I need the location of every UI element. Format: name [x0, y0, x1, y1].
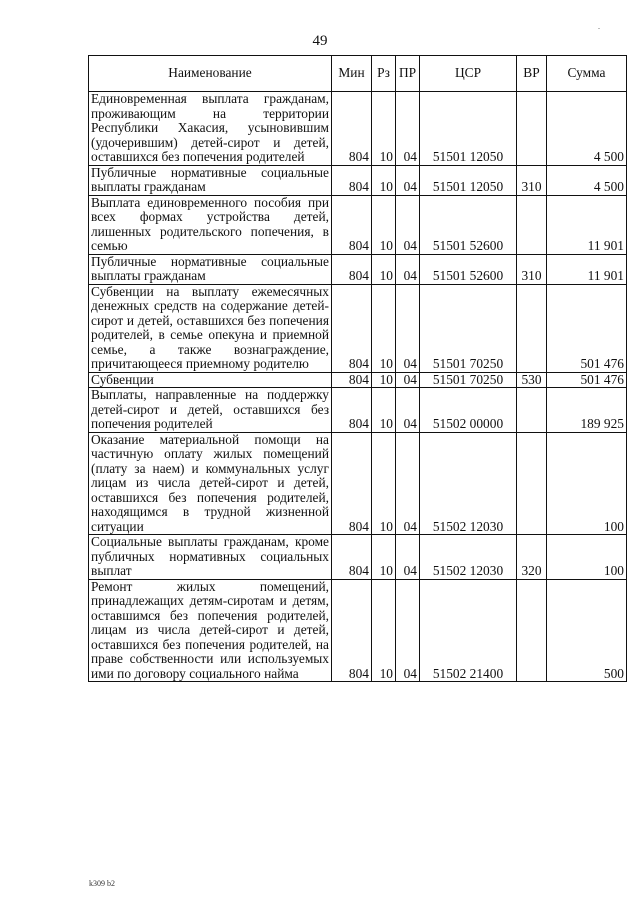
row-rz: 10 [372, 579, 396, 682]
row-csr: 51502 12030 [420, 535, 517, 580]
row-csr: 51501 12050 [420, 165, 517, 195]
header-csr: ЦСР [420, 56, 517, 92]
table-row [89, 284, 627, 372]
table-row [89, 535, 627, 580]
header-min: Мин [332, 56, 372, 92]
page-number: 49 [312, 33, 328, 49]
row-rz: 10 [372, 92, 396, 166]
row-pr: 04 [396, 372, 420, 388]
row-sum: 4 500 [547, 92, 627, 166]
row-vr [517, 195, 547, 254]
table-row [89, 388, 627, 433]
row-min: 804 [332, 195, 372, 254]
row-pr: 04 [396, 254, 420, 284]
row-pr: 04 [396, 92, 420, 166]
row-csr: 51501 12050 [420, 92, 517, 166]
header-pr: ПР [396, 56, 420, 92]
row-sum: 11 901 [547, 195, 627, 254]
row-name: Субвенции на выплату ежемесячных денежных средств на содержание детей-сирот и детей, оставшихся без попечения родителей, в семье опекуна и приемной семье, а также вознаграждение, причитающееся приемному родителю [89, 284, 332, 372]
row-name: Субвенции [89, 372, 332, 388]
row-rz: 10 [372, 372, 396, 388]
row-min: 804 [332, 284, 372, 372]
row-sum: 501 476 [547, 284, 627, 372]
row-rz: 10 [372, 388, 396, 433]
row-name: Выплата единовременного пособия при всех формах устройства детей, лишенных родительского попечения, в семью [89, 195, 332, 254]
row-vr [517, 388, 547, 433]
table-row [89, 372, 627, 388]
row-csr: 51502 12030 [420, 432, 517, 535]
row-name: Ремонт жилых помещений, принадлежащих детям-сиротам и детям, оставшимся без попечения родителей, лицам из числа детей-сирот и детей, оставшихся без попечения родителей, на праве собственности или используемых ими по договору социального найма [89, 579, 332, 682]
row-sum: 4 500 [547, 165, 627, 195]
row-csr: 51502 00000 [420, 388, 517, 433]
row-name: Оказание материальной помощи на частичную оплату жилых помещений (плату за наем) и коммунальных услуг лицам из числа детей-сирот и детей, оставшихся без попечения родителей, находящимся в трудной жизненной ситуации [89, 432, 332, 535]
row-name: Публичные нормативные социальные выплаты гражданам [89, 165, 332, 195]
row-min: 804 [332, 92, 372, 166]
header-name: Наименование [89, 56, 332, 92]
table-row [89, 579, 627, 682]
row-rz: 10 [372, 432, 396, 535]
row-pr: 04 [396, 388, 420, 433]
row-sum: 501 476 [547, 372, 627, 388]
header-vr: ВР [517, 56, 547, 92]
row-rz: 10 [372, 535, 396, 580]
footer-code: k309 b2 [89, 879, 115, 888]
table-header-row [89, 56, 627, 92]
row-pr: 04 [396, 432, 420, 535]
table-row [89, 165, 627, 195]
header-rz: Рз [372, 56, 396, 92]
row-vr: 530 [517, 372, 547, 388]
row-rz: 10 [372, 165, 396, 195]
budget-table [88, 55, 627, 682]
corner-mark: . [598, 22, 600, 31]
row-sum: 100 [547, 432, 627, 535]
row-rz: 10 [372, 254, 396, 284]
row-min: 804 [332, 372, 372, 388]
row-vr [517, 432, 547, 535]
row-pr: 04 [396, 284, 420, 372]
row-vr: 310 [517, 165, 547, 195]
row-min: 804 [332, 254, 372, 284]
table-row [89, 195, 627, 254]
row-name: Публичные нормативные социальные выплаты гражданам [89, 254, 332, 284]
row-vr [517, 579, 547, 682]
table-row [89, 254, 627, 284]
table-row [89, 432, 627, 535]
row-csr: 51501 70250 [420, 372, 517, 388]
row-vr: 310 [517, 254, 547, 284]
row-pr: 04 [396, 165, 420, 195]
row-min: 804 [332, 165, 372, 195]
row-vr [517, 92, 547, 166]
row-vr [517, 284, 547, 372]
row-sum: 189 925 [547, 388, 627, 433]
row-min: 804 [332, 579, 372, 682]
row-min: 804 [332, 432, 372, 535]
row-csr: 51502 21400 [420, 579, 517, 682]
row-min: 804 [332, 388, 372, 433]
table-row [89, 92, 627, 166]
row-rz: 10 [372, 195, 396, 254]
row-min: 804 [332, 535, 372, 580]
row-sum: 500 [547, 579, 627, 682]
row-csr: 51501 52600 [420, 254, 517, 284]
row-csr: 51501 52600 [420, 195, 517, 254]
row-name: Социальные выплаты гражданам, кроме публичных нормативных социальных выплат [89, 535, 332, 580]
row-csr: 51501 70250 [420, 284, 517, 372]
row-pr: 04 [396, 195, 420, 254]
row-pr: 04 [396, 535, 420, 580]
row-name: Единовременная выплата гражданам, проживающим на территории Республики Хакасия, усыновившим (удочерившим) детей-сирот и детей, оставшихся без попечения родителей [89, 92, 332, 166]
row-sum: 11 901 [547, 254, 627, 284]
row-name: Выплаты, направленные на поддержку детей-сирот и детей, оставшихся без попечения родителей [89, 388, 332, 433]
row-pr: 04 [396, 579, 420, 682]
header-sum: Сумма [547, 56, 627, 92]
row-rz: 10 [372, 284, 396, 372]
row-sum: 100 [547, 535, 627, 580]
row-vr: 320 [517, 535, 547, 580]
